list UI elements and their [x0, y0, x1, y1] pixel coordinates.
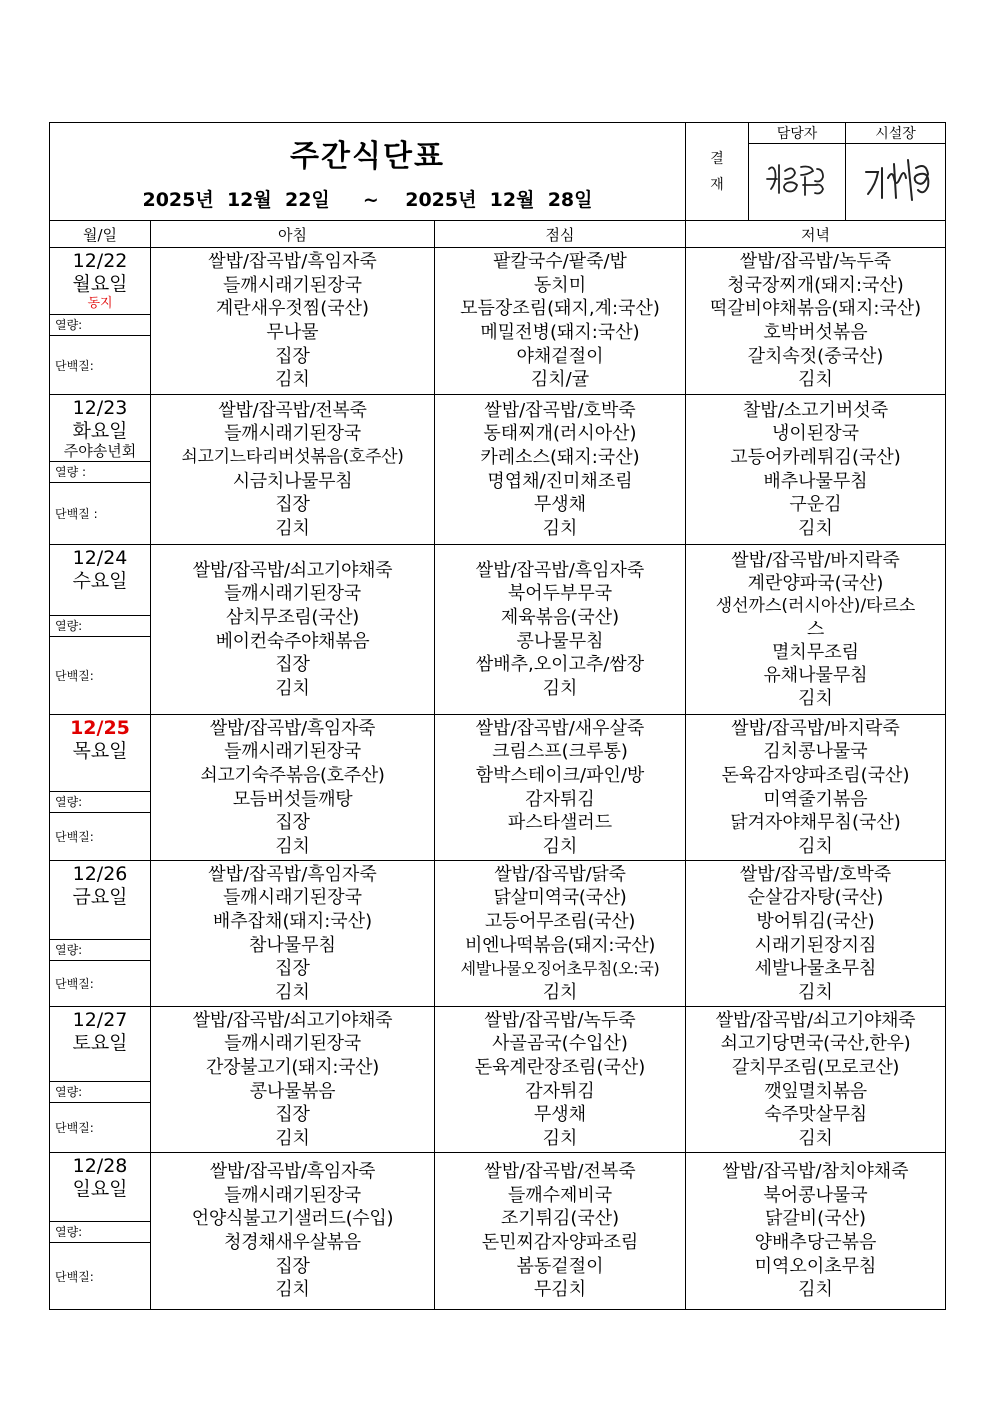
menu-item: 시래기된장지짐 [754, 934, 877, 956]
day-cell [50, 861, 151, 1007]
day-note: 주야송년회 [63, 442, 137, 460]
calories-label: 열량: [50, 939, 150, 960]
menu-item: 쌀밥/잡곡밥/호박죽 [739, 863, 892, 885]
approval-label-2: 재 [710, 176, 724, 193]
day-row [50, 248, 946, 395]
menu-item: 들깨시래기된장국 [224, 1184, 361, 1206]
day-date: 12/23 [72, 397, 128, 419]
menu-item: 청경채새우살볶음 [224, 1232, 361, 1253]
menu-item: 무생채 [533, 494, 587, 516]
menu-item: 비엔나떡볶음(돼지:국산) [464, 934, 656, 956]
menu-item: 숙주맛살무침 [764, 1104, 867, 1126]
lunch-cell [435, 248, 686, 395]
menu-item: 쌀밥/잡곡밥/녹두죽 [739, 251, 892, 273]
menu-item: 콩나물무침 [516, 630, 604, 652]
dinner-cell [686, 545, 946, 715]
calories-label: 열량: [50, 314, 150, 335]
menu-item: 쌀밥/잡곡밥/쇠고기야채죽 [192, 559, 393, 581]
day-date: 12/22 [72, 250, 128, 272]
menu-item: 닭살미역국(국산) [493, 887, 627, 909]
menu-item: 찰밥/소고기버섯죽 [742, 399, 889, 421]
menu-item: 들깨시래기된장국 [222, 887, 363, 909]
menu-item: 돈육계란장조림(국산) [474, 1056, 646, 1078]
menu-item: 배추잡채(돼지:국산) [212, 910, 373, 932]
director-signature [846, 144, 946, 221]
menu-item: 쌀밥/잡곡밥/녹두죽 [484, 1009, 636, 1031]
dinner-cell [686, 1153, 946, 1310]
menu-item: 김치 [798, 835, 833, 857]
menu-item: 김치 [798, 688, 833, 709]
menu-item: 계란새우젓찜(국산) [215, 298, 370, 320]
menu-item: 베이컨숙주야채볶음 [215, 630, 370, 652]
menu-item: 세발나물오징어초무침(오:국) [460, 959, 660, 979]
menu-item: 쌀밥/잡곡밥/새우살죽 [475, 717, 645, 739]
menu-item: 쌀밥/잡곡밥/호박죽 [484, 399, 636, 421]
protein-label: 단백질: [50, 1242, 150, 1309]
menu-item: 집장 [275, 958, 310, 980]
menu-item: 김치 [798, 517, 833, 539]
breakfast-cell [151, 1007, 435, 1153]
day-cell [50, 1153, 151, 1310]
menu-item: 김치 [798, 1127, 833, 1149]
menu-item: 카레소스(돼지:국산) [480, 446, 640, 468]
menu-item: 김치 [275, 677, 310, 699]
protein-label: 단백질: [50, 812, 150, 860]
lunch-cell [435, 1153, 686, 1310]
protein-label: 단백질: [50, 960, 150, 1006]
day-weekday: 수요일 [72, 570, 128, 592]
menu-item: 돈육감자양파조림(국산) [721, 764, 910, 786]
day-row [50, 395, 946, 545]
menu-item: 김치 [798, 981, 833, 1003]
breakfast-cell [151, 545, 435, 715]
dinner-cell [686, 861, 946, 1007]
manager-signature [749, 144, 846, 221]
menu-item: 쌀밥/잡곡밥/흑임자죽 [208, 251, 377, 273]
menu-item: 조기튀김(국산) [500, 1208, 620, 1230]
menu-item: 쌀밥/잡곡밥/바지락죽 [731, 550, 900, 571]
menu-item: 청국장찌개(돼지:국산) [727, 274, 904, 296]
menu-item: 집장 [275, 1255, 310, 1277]
menu-item: 집장 [275, 654, 310, 676]
breakfast-cell [151, 1153, 435, 1310]
menu-item: 순살감자탕(국산) [747, 887, 884, 909]
menu-item: 떡갈비야채볶음(돼지:국산) [709, 298, 922, 320]
menu-item: 동태찌개(러시아산) [483, 423, 637, 445]
menu-item: 양배추당근볶음 [754, 1232, 877, 1253]
menu-item: 들깨시래기된장국 [224, 583, 361, 605]
menu-item: 갈치무조림(모로코산) [731, 1056, 900, 1078]
menu-item: 갈치속젓(중국산) [747, 345, 884, 367]
menu-item: 고등어카레튀김(국산) [730, 446, 901, 468]
menu-item: 집장 [275, 494, 310, 516]
calories-label: 열량: [50, 615, 150, 636]
period-text: 2025년 12월 22일 ~ 2025년 12월 28일 [142, 189, 593, 211]
menu-item: 봄동겉절이 [516, 1255, 604, 1277]
menu-item: 메밀전병(돼지:국산) [480, 322, 640, 343]
menu-item: 미역줄기볶음 [763, 788, 868, 810]
menu-item: 김치콩나물국 [763, 741, 868, 763]
day-weekday: 토요일 [72, 1032, 128, 1054]
dinner-cell [686, 715, 946, 861]
day-row [50, 1153, 946, 1310]
day-cell [50, 715, 151, 861]
menu-item: 모듬장조림(돼지,계:국산) [460, 298, 660, 320]
menu-item: 쌀밥/잡곡밥/전복죽 [484, 1161, 636, 1183]
menu-item: 김치 [542, 835, 578, 857]
menu-table [49, 122, 946, 1310]
menu-item: 김치 [275, 835, 310, 857]
menu-item: 돈민찌감자양파조림 [481, 1232, 639, 1253]
title-cell [50, 123, 686, 221]
menu-item: 집장 [275, 1104, 310, 1126]
menu-item: 크림스프(크루통) [492, 741, 628, 763]
menu-item: 김치/귤 [530, 369, 590, 391]
calories-label: 열량 : [50, 461, 150, 482]
day-cell [50, 248, 151, 395]
menu-item: 쇠고기당면국(국산,한우) [720, 1033, 911, 1055]
menu-item: 무김치 [533, 1279, 587, 1301]
menu-item: 들깨시래기된장국 [224, 1033, 361, 1055]
day-cell [50, 545, 151, 715]
menu-item: 파스타샐러드 [507, 812, 613, 834]
page-title: 주간식단표 [290, 139, 445, 174]
header-day: 월/일 [50, 221, 151, 248]
menu-item: 김치 [542, 981, 578, 1003]
menu-item: 북어두부무국 [507, 583, 613, 605]
day-weekday: 일요일 [72, 1178, 128, 1200]
menu-item: 쌀밥/잡곡밥/참치야채죽 [722, 1161, 909, 1183]
menu-item: 야채겉절이 [516, 345, 604, 367]
menu-item: 김치 [275, 1279, 310, 1301]
menu-item: 감자튀김 [525, 788, 595, 810]
menu-sheet [49, 122, 945, 1310]
menu-item: 김치 [542, 1127, 578, 1149]
menu-item: 김치 [275, 981, 310, 1003]
day-weekday: 화요일 [72, 420, 128, 442]
menu-item: 집장 [275, 812, 310, 834]
menu-item: 쌀밥/잡곡밥/전복죽 [218, 399, 367, 421]
day-date: 12/26 [72, 863, 128, 885]
protein-label: 단백질 : [50, 482, 150, 544]
menu-item: 김치 [275, 1127, 310, 1149]
menu-item: 삼치무조림(국산) [225, 606, 360, 628]
menu-item: 닭겨자야채무침(국산) [730, 812, 901, 834]
approval-label [686, 123, 749, 221]
menu-item: 무나물 [266, 322, 319, 343]
menu-item: 쇠고기숙주볶음(호주산) [200, 764, 385, 786]
header-breakfast: 아침 [151, 221, 435, 248]
menu-item: 김치 [798, 1279, 833, 1301]
lunch-cell [435, 715, 686, 861]
dinner-cell [686, 395, 946, 545]
menu-item: 호박버섯볶음 [763, 322, 868, 343]
menu-item: 닭갈비(국산) [765, 1208, 867, 1230]
manager-header: 담당자 [749, 123, 846, 144]
breakfast-cell [151, 248, 435, 395]
menu-item: 참나물무침 [249, 934, 336, 956]
lunch-cell [435, 545, 686, 715]
breakfast-cell [151, 861, 435, 1007]
day-date: 12/27 [72, 1009, 128, 1031]
menu-item: 집장 [275, 345, 310, 367]
protein-label: 단백질: [50, 636, 150, 714]
menu-item: 들깨수제비국 [507, 1184, 613, 1206]
menu-item: 생선까스(러시아산)/타르소 [715, 596, 916, 616]
lunch-cell [435, 861, 686, 1007]
calories-label: 열량: [50, 1221, 150, 1242]
menu-item: 쇠고기느타리버섯볶음(호주산) [181, 446, 404, 467]
menu-item: 쌀밥/잡곡밥/닭죽 [494, 863, 626, 885]
menu-item: 깻잎멸치볶음 [764, 1080, 867, 1102]
menu-item: 배추나물무침 [763, 470, 868, 492]
menu-item: 감자튀김 [525, 1080, 595, 1102]
manager-signature-image [757, 155, 837, 205]
menu-item: 김치 [798, 369, 833, 391]
breakfast-cell [151, 395, 435, 545]
day-cell [50, 395, 151, 545]
menu-item: 콩나물볶음 [249, 1080, 336, 1102]
approval-label-1: 결 [710, 150, 724, 167]
menu-item: 들깨시래기된장국 [222, 274, 363, 296]
menu-item: 함박스테이크/파인/방 [475, 764, 645, 786]
menu-item: 동치미 [533, 274, 587, 296]
dinner-cell [686, 1007, 946, 1153]
day-date: 12/28 [72, 1155, 128, 1177]
menu-item: 고등어무조림(국산) [484, 910, 636, 932]
day-row [50, 545, 946, 715]
menu-item: 김치 [542, 517, 578, 539]
menu-item: 명엽채/진미채조림 [487, 470, 633, 492]
menu-item: 김치 [275, 369, 310, 391]
menu-item: 들깨시래기된장국 [224, 741, 361, 763]
menu-item: 쌀밥/잡곡밥/쇠고기야채죽 [715, 1009, 916, 1031]
menu-item: 쌀밥/잡곡밥/바지락죽 [731, 717, 900, 739]
menu-item: 쌀밥/잡곡밥/흑임자죽 [209, 1161, 376, 1183]
menu-item: 언양식불고기샐러드(수입) [191, 1208, 394, 1230]
menu-item: 미역오이초무침 [754, 1255, 877, 1277]
director-signature-image [856, 150, 936, 210]
calories-label: 열량: [50, 791, 150, 812]
menu-item: 사골곰국(수입산) [492, 1033, 628, 1055]
menu-item: 김치 [275, 517, 310, 539]
menu-item: 무생채 [533, 1104, 587, 1126]
menu-item: 세발나물초무침 [754, 958, 877, 980]
day-weekday: 금요일 [72, 886, 128, 908]
day-weekday: 월요일 [72, 273, 128, 295]
day-cell [50, 1007, 151, 1153]
calories-label: 열량: [50, 1081, 150, 1102]
menu-item: 유채나물무침 [763, 665, 868, 686]
menu-item: 쌀밥/잡곡밥/흑임자죽 [475, 559, 645, 581]
menu-item: 북어콩나물국 [763, 1184, 868, 1206]
menu-item: 쌀밥/잡곡밥/흑임자죽 [208, 863, 377, 885]
menu-item: 김치 [542, 677, 578, 699]
menu-item: 계란양파국(국산) [747, 573, 884, 594]
menu-item: 스 [806, 619, 825, 640]
menu-item: 시금치나물무침 [232, 470, 353, 492]
menu-item: 쌈배추,오이고추/쌈장 [475, 654, 645, 676]
day-date: 12/24 [72, 547, 128, 569]
menu-item: 팥칼국수/팥죽/밥 [493, 251, 627, 273]
breakfast-cell [151, 715, 435, 861]
menu-item: 방어튀김(국산) [756, 910, 875, 932]
director-header: 시설장 [846, 123, 946, 144]
day-note: 동지 [87, 296, 113, 311]
menu-item: 멸치무조림 [772, 642, 859, 663]
day-row [50, 715, 946, 861]
header-dinner: 저녁 [686, 221, 946, 248]
day-row [50, 861, 946, 1007]
lunch-cell [435, 1007, 686, 1153]
menu-item: 쌀밥/잡곡밥/흑임자죽 [209, 717, 376, 739]
menu-item: 쌀밥/잡곡밥/쇠고기야채죽 [192, 1009, 393, 1031]
lunch-cell [435, 395, 686, 545]
menu-item: 간장불고기(돼지:국산) [205, 1056, 379, 1078]
day-weekday: 목요일 [72, 740, 128, 762]
dinner-cell [686, 248, 946, 395]
day-date: 12/25 [70, 717, 130, 739]
menu-item: 들깨시래기된장국 [224, 423, 361, 445]
protein-label: 단백질: [50, 335, 150, 394]
menu-item: 냉이된장국 [772, 423, 859, 445]
day-row [50, 1007, 946, 1153]
protein-label: 단백질: [50, 1102, 150, 1152]
menu-item: 구운김 [789, 494, 842, 516]
header-lunch: 점심 [435, 221, 686, 248]
menu-item: 제육볶음(국산) [500, 606, 620, 628]
menu-item: 모듬버섯들깨탕 [232, 788, 353, 810]
